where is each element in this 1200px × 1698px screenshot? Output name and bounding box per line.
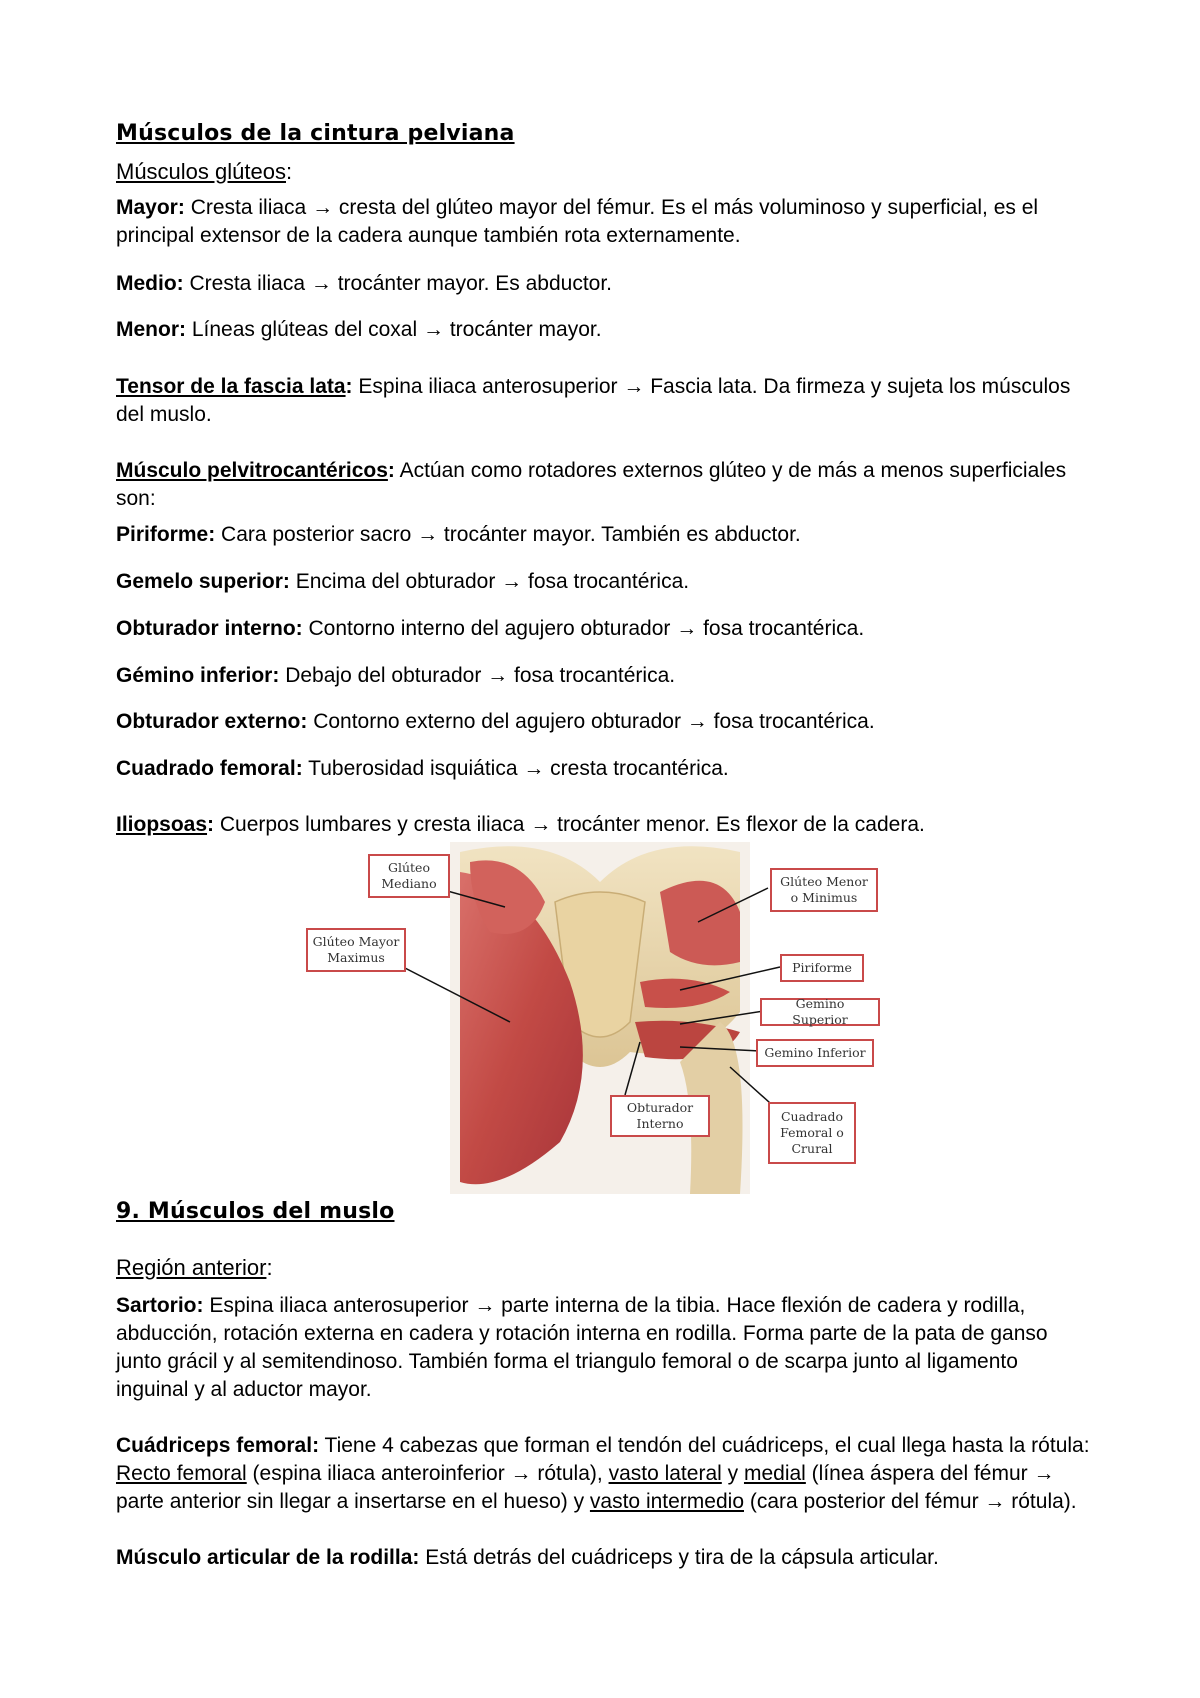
- text-vasto-lateral: vasto lateral: [608, 1462, 722, 1485]
- term-iliopsoas-colon: :: [207, 813, 215, 836]
- label-obturador-interno: Obturador Interno: [610, 1095, 710, 1137]
- heading-region-text: Región anterior: [116, 1255, 267, 1280]
- paragraph-obturador-externo: [116, 708, 1096, 736]
- paragraph-piriforme: [116, 521, 1096, 549]
- text-cuadriceps-4: (línea áspera del fémur → parte anterior sin llegar a insertarse en el hueso) y: [116, 1462, 1055, 1513]
- label-gemino-superior: Gemino Superior: [760, 998, 880, 1026]
- heading-region-anterior: [116, 1254, 273, 1282]
- label-piriforme: Piriforme: [780, 954, 864, 982]
- text-recto-femoral: Recto femoral: [116, 1462, 247, 1485]
- heading-musculos-gluteos: [116, 158, 292, 186]
- text-cuadriceps-1: Tiene 4 cabezas que forman el tendón del cuádriceps, el cual llega hasta la rótula:: [319, 1434, 1090, 1457]
- term-medio: Medio:: [116, 272, 184, 295]
- text-obturador-externo: Contorno externo del agujero obturador → fosa trocantérica.: [307, 710, 875, 733]
- heading-region-colon: :: [266, 1255, 273, 1280]
- label-cuadrado-femoral: Cuadrado Femoral o Crural: [768, 1102, 856, 1164]
- text-cuadriceps-3: y: [721, 1462, 744, 1485]
- term-articular-rodilla: Músculo articular de la rodilla:: [116, 1546, 420, 1569]
- term-obturador-interno: Obturador interno:: [116, 617, 303, 640]
- paragraph-articular-rodilla: [116, 1544, 1096, 1572]
- term-pelvitrocantericos: Músculo pelvitrocantéricos: [116, 459, 388, 482]
- paragraph-iliopsoas: [116, 811, 1096, 839]
- label-gluteo-mayor: Glúteo Mayor Maximus: [306, 928, 406, 972]
- term-pelvitrocantericos-colon: :: [387, 459, 395, 482]
- text-pelvitrocantericos: Actúan como rotadores externos glúteo y de más a menos superficiales son:: [116, 459, 1067, 510]
- term-gemelo-superior: Gemelo superior:: [116, 570, 290, 593]
- paragraph-gluteo-mayor: [116, 194, 1096, 250]
- label-gluteo-menor: Glúteo Menor o Minimus: [770, 868, 878, 912]
- paragraph-pelvitrocantericos: [116, 457, 1096, 513]
- term-gemino-inferior: Gémino inferior:: [116, 664, 280, 687]
- gluteus-minimus-muscle: [660, 881, 740, 966]
- text-gemino-inferior: Debajo del obturador → fosa trocantérica.: [279, 664, 676, 687]
- section-title-cintura-pelviana: Músculos de la cintura pelviana: [116, 121, 515, 146]
- text-mayor: Cresta iliaca → cresta del glúteo mayor del fémur. Es el más voluminoso y superficial, es el principal extensor de la cadera aunque también rota externamente.: [116, 196, 1039, 247]
- text-cuadriceps-5: (cara posterior del fémur → rótula).: [744, 1490, 1077, 1513]
- heading-gluteos-colon: :: [285, 159, 293, 184]
- text-tensor: Espina iliaca anterosuperior → Fascia lata. Da firmeza y sujeta los músculos del muslo.: [116, 375, 1071, 426]
- text-cuadrado-femoral: Tuberosidad isquiática → cresta trocantérica.: [302, 757, 729, 780]
- paragraph-gemelo-superior: [116, 568, 1096, 596]
- section-title-musculos-muslo: 9. Músculos del muslo: [116, 1199, 395, 1224]
- term-iliopsoas: Iliopsoas: [116, 813, 208, 836]
- heading-gluteos-text: Músculos glúteos: [116, 159, 286, 184]
- paragraph-tensor-fascia-lata: [116, 373, 1096, 429]
- term-tensor: Tensor de la fascia lata: [116, 375, 346, 398]
- text-gemelo-superior: Encima del obturador → fosa trocantérica.: [289, 570, 690, 593]
- text-vasto-intermedio: vasto intermedio: [589, 1490, 744, 1513]
- text-piriforme: Cara posterior sacro → trocánter mayor. También es abductor.: [215, 523, 801, 546]
- term-menor: Menor:: [116, 318, 186, 341]
- term-sartorio: Sartorio:: [116, 1294, 204, 1317]
- paragraph-gluteo-menor: [116, 316, 1096, 344]
- paragraph-cuadrado-femoral: [116, 755, 1096, 783]
- term-mayor: Mayor:: [116, 196, 185, 219]
- text-obturador-interno: Contorno interno del agujero obturador → fosa trocantérica.: [302, 617, 865, 640]
- text-medio: Cresta iliaca → trocánter mayor. Es abductor.: [183, 272, 613, 295]
- text-sartorio: Espina iliaca anterosuperior → parte interna de la tibia. Hace flexión de cadera y rodilla, abducción, rotación externa en cadera y rotación interna en rodilla. Forma parte de la pata de ganso junto grácil y al semitendinoso. También forma el triangulo femoral o de scarpa junto al ligamento inguinal y al aductor mayor.: [116, 1294, 1048, 1401]
- paragraph-gluteo-medio: [116, 270, 1096, 298]
- term-obturador-externo: Obturador externo:: [116, 710, 308, 733]
- term-cuadriceps: Cuádriceps femoral:: [116, 1434, 320, 1457]
- gluteal-muscles-figure: [300, 842, 900, 1194]
- term-tensor-colon: :: [345, 375, 353, 398]
- text-medial: medial: [743, 1462, 806, 1485]
- term-cuadrado-femoral: Cuadrado femoral:: [116, 757, 303, 780]
- term-piriforme: Piriforme:: [116, 523, 216, 546]
- text-cuadriceps-2: (espina iliaca anteroinferior → rótula),: [246, 1462, 609, 1485]
- paragraph-cuadriceps: [116, 1432, 1096, 1516]
- label-gemino-inferior: Gemino Inferior: [756, 1039, 874, 1067]
- paragraph-obturador-interno: [116, 615, 1096, 643]
- label-gluteo-mediano: Glúteo Mediano: [368, 854, 450, 898]
- text-menor: Líneas glúteas del coxal → trocánter mayor.: [186, 318, 602, 341]
- paragraph-gemino-inferior: [116, 662, 1096, 690]
- text-iliopsoas: Cuerpos lumbares y cresta iliaca → trocánter menor. Es flexor de la cadera.: [214, 813, 925, 836]
- paragraph-sartorio: [116, 1292, 1096, 1404]
- text-articular-rodilla: Está detrás del cuádriceps y tira de la cápsula articular.: [419, 1546, 939, 1569]
